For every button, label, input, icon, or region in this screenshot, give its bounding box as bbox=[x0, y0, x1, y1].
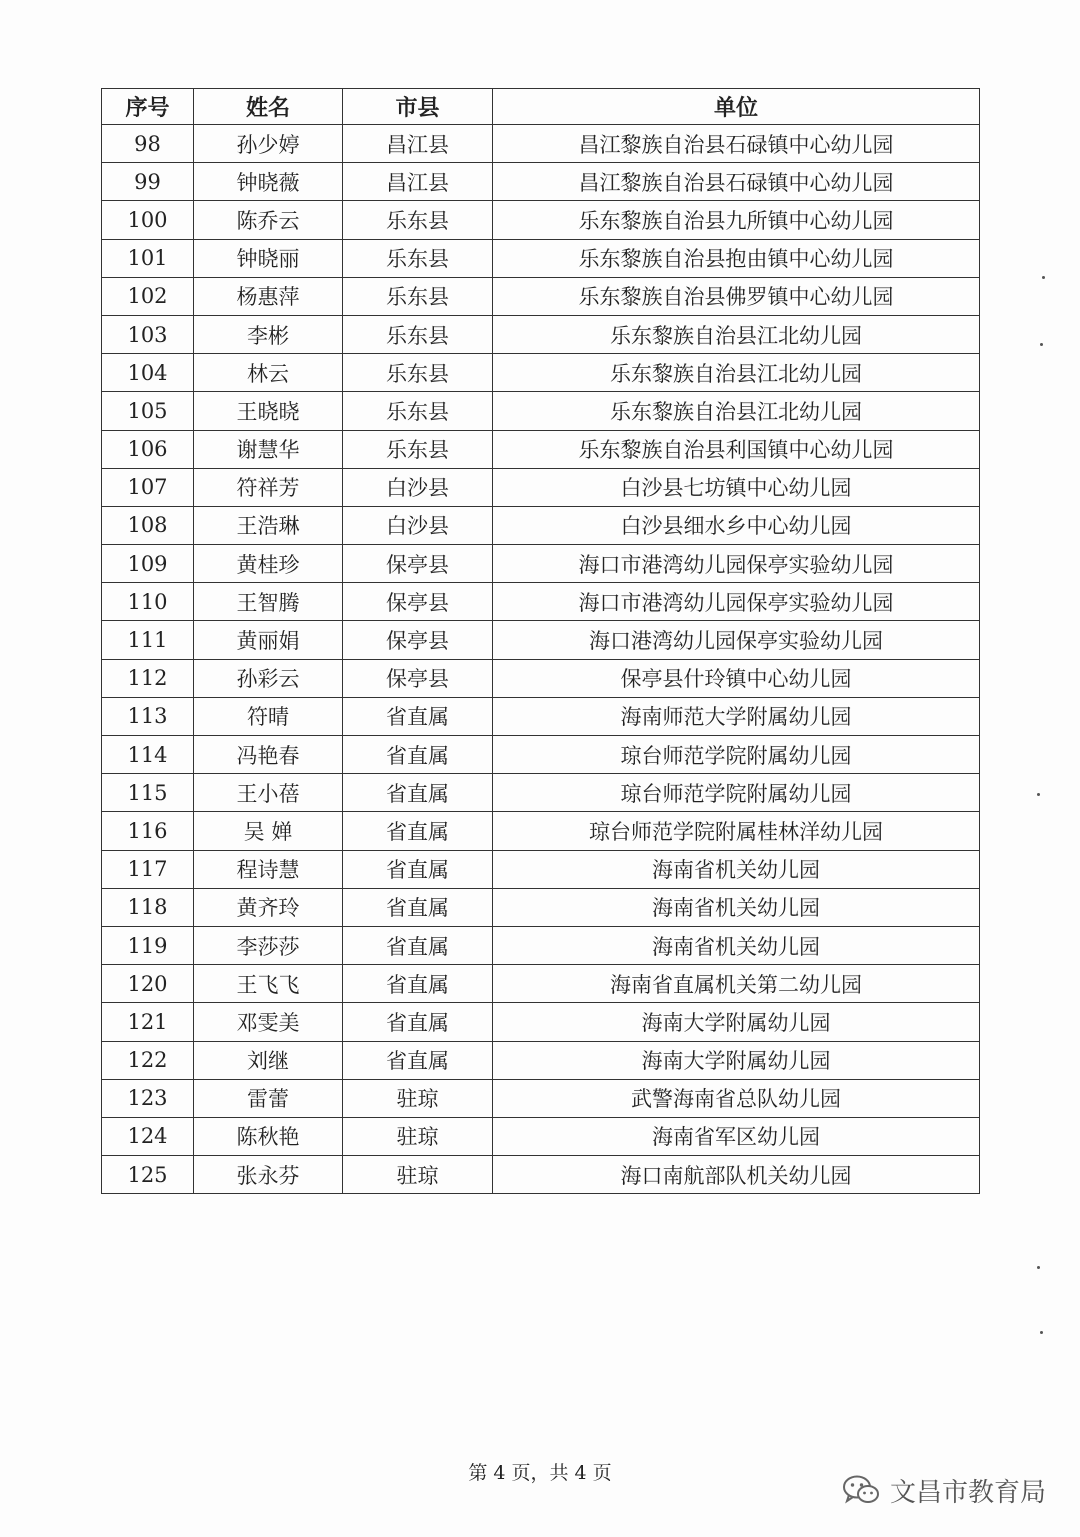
cell-name: 雷蕾 bbox=[194, 1079, 343, 1117]
cell-county: 保亭县 bbox=[343, 621, 493, 659]
cell-county: 白沙县 bbox=[343, 468, 493, 506]
cell-seq: 101 bbox=[102, 239, 194, 277]
cell-unit: 琼台师范学院附属幼儿园 bbox=[493, 774, 980, 812]
cell-name: 王智腾 bbox=[194, 583, 343, 621]
cell-county: 驻琼 bbox=[343, 1156, 493, 1194]
header-unit: 单位 bbox=[493, 89, 980, 125]
table-row bbox=[102, 315, 980, 353]
table-row bbox=[102, 506, 980, 544]
cell-unit: 海南大学附属幼儿园 bbox=[493, 1041, 980, 1079]
table-body bbox=[102, 125, 980, 1194]
cell-unit: 海口市港湾幼儿园保亭实验幼儿园 bbox=[493, 545, 980, 583]
cell-unit: 海南省机关幼儿园 bbox=[493, 888, 980, 926]
table-row bbox=[102, 888, 980, 926]
wechat-icon bbox=[842, 1474, 880, 1506]
cell-seq: 113 bbox=[102, 697, 194, 735]
table-row bbox=[102, 125, 980, 163]
cell-seq: 117 bbox=[102, 850, 194, 888]
cell-county: 乐东县 bbox=[343, 277, 493, 315]
cell-unit: 海南省军区幼儿园 bbox=[493, 1117, 980, 1155]
cell-seq: 124 bbox=[102, 1117, 194, 1155]
cell-name: 李莎莎 bbox=[194, 926, 343, 964]
cell-name: 孙少婷 bbox=[194, 125, 343, 163]
cell-county: 驻琼 bbox=[343, 1079, 493, 1117]
cell-unit: 昌江黎族自治县石碌镇中心幼儿园 bbox=[493, 125, 980, 163]
cell-name: 王浩琳 bbox=[194, 506, 343, 544]
cell-seq: 115 bbox=[102, 774, 194, 812]
table-row bbox=[102, 774, 980, 812]
watermark-text: 文昌市教育局 bbox=[890, 1477, 1047, 1508]
cell-county: 省直属 bbox=[343, 774, 493, 812]
cell-county: 省直属 bbox=[343, 697, 493, 735]
cell-seq: 102 bbox=[102, 277, 194, 315]
table-row bbox=[102, 965, 980, 1003]
cell-unit: 海口市港湾幼儿园保亭实验幼儿园 bbox=[493, 583, 980, 621]
cell-name: 谢慧华 bbox=[194, 430, 343, 468]
cell-unit: 乐东黎族自治县佛罗镇中心幼儿园 bbox=[493, 277, 980, 315]
cell-name: 林云 bbox=[194, 354, 343, 392]
table-row bbox=[102, 812, 980, 850]
table-row bbox=[102, 850, 980, 888]
cell-unit: 乐东黎族自治县江北幼儿园 bbox=[493, 315, 980, 353]
cell-unit: 琼台师范学院附属幼儿园 bbox=[493, 736, 980, 774]
table-row bbox=[102, 697, 980, 735]
cell-unit: 海南大学附属幼儿园 bbox=[493, 1003, 980, 1041]
cell-county: 省直属 bbox=[343, 1041, 493, 1079]
table-row bbox=[102, 392, 980, 430]
cell-unit: 海南师范大学附属幼儿园 bbox=[493, 697, 980, 735]
cell-name: 王小蓓 bbox=[194, 774, 343, 812]
cell-county: 昌江县 bbox=[343, 163, 493, 201]
cell-seq: 98 bbox=[102, 125, 194, 163]
cell-county: 省直属 bbox=[343, 850, 493, 888]
scan-speck bbox=[1037, 1266, 1040, 1269]
cell-seq: 108 bbox=[102, 506, 194, 544]
cell-unit: 海南省机关幼儿园 bbox=[493, 926, 980, 964]
cell-name: 陈秋艳 bbox=[194, 1117, 343, 1155]
table-row bbox=[102, 468, 980, 506]
cell-seq: 110 bbox=[102, 583, 194, 621]
table-row bbox=[102, 1003, 980, 1041]
table-row bbox=[102, 1079, 980, 1117]
cell-unit: 乐东黎族自治县利国镇中心幼儿园 bbox=[493, 430, 980, 468]
cell-county: 保亭县 bbox=[343, 659, 493, 697]
cell-name: 陈乔云 bbox=[194, 201, 343, 239]
table-row bbox=[102, 430, 980, 468]
scan-speck bbox=[1040, 1331, 1043, 1334]
cell-name: 程诗慧 bbox=[194, 850, 343, 888]
cell-name: 符祥芳 bbox=[194, 468, 343, 506]
cell-unit: 乐东黎族自治县江北幼儿园 bbox=[493, 392, 980, 430]
cell-county: 省直属 bbox=[343, 736, 493, 774]
table-row bbox=[102, 621, 980, 659]
cell-name: 孙彩云 bbox=[194, 659, 343, 697]
cell-seq: 106 bbox=[102, 430, 194, 468]
cell-name: 黄桂珍 bbox=[194, 545, 343, 583]
cell-seq: 120 bbox=[102, 965, 194, 1003]
cell-unit: 海南省机关幼儿园 bbox=[493, 850, 980, 888]
cell-name: 黄丽娟 bbox=[194, 621, 343, 659]
cell-seq: 109 bbox=[102, 545, 194, 583]
table-row bbox=[102, 1156, 980, 1194]
cell-seq: 112 bbox=[102, 659, 194, 697]
cell-county: 省直属 bbox=[343, 888, 493, 926]
table-row bbox=[102, 583, 980, 621]
cell-unit: 武警海南省总队幼儿园 bbox=[493, 1079, 980, 1117]
scan-speck bbox=[1037, 793, 1040, 796]
header-name: 姓名 bbox=[194, 89, 343, 125]
cell-county: 乐东县 bbox=[343, 430, 493, 468]
cell-seq: 107 bbox=[102, 468, 194, 506]
cell-seq: 100 bbox=[102, 201, 194, 239]
cell-name: 刘继 bbox=[194, 1041, 343, 1079]
table-row bbox=[102, 926, 980, 964]
page-number: 第 4 页，共 4 页 bbox=[468, 1462, 612, 1484]
cell-county: 乐东县 bbox=[343, 239, 493, 277]
scan-speck bbox=[1042, 276, 1045, 279]
cell-seq: 116 bbox=[102, 812, 194, 850]
cell-seq: 122 bbox=[102, 1041, 194, 1079]
cell-county: 乐东县 bbox=[343, 392, 493, 430]
cell-unit: 乐东黎族自治县抱由镇中心幼儿园 bbox=[493, 239, 980, 277]
cell-county: 省直属 bbox=[343, 812, 493, 850]
table-header-row bbox=[102, 89, 980, 125]
cell-unit: 乐东黎族自治县九所镇中心幼儿园 bbox=[493, 201, 980, 239]
cell-county: 保亭县 bbox=[343, 545, 493, 583]
table-row bbox=[102, 163, 980, 201]
cell-name: 钟晓薇 bbox=[194, 163, 343, 201]
account-watermark bbox=[842, 1470, 1046, 1510]
table-row bbox=[102, 736, 980, 774]
table-row bbox=[102, 277, 980, 315]
cell-seq: 103 bbox=[102, 315, 194, 353]
cell-seq: 123 bbox=[102, 1079, 194, 1117]
cell-unit: 海南省直属机关第二幼儿园 bbox=[493, 965, 980, 1003]
table-row bbox=[102, 659, 980, 697]
cell-seq: 125 bbox=[102, 1156, 194, 1194]
cell-name: 张永芬 bbox=[194, 1156, 343, 1194]
cell-unit: 白沙县七坊镇中心幼儿园 bbox=[493, 468, 980, 506]
cell-seq: 118 bbox=[102, 888, 194, 926]
cell-name: 王晓晓 bbox=[194, 392, 343, 430]
cell-county: 白沙县 bbox=[343, 506, 493, 544]
scan-speck bbox=[1040, 343, 1043, 346]
cell-county: 省直属 bbox=[343, 926, 493, 964]
cell-county: 乐东县 bbox=[343, 354, 493, 392]
cell-name: 冯艳春 bbox=[194, 736, 343, 774]
table-row bbox=[102, 354, 980, 392]
header-seq: 序号 bbox=[102, 89, 194, 125]
cell-unit: 昌江黎族自治县石碌镇中心幼儿园 bbox=[493, 163, 980, 201]
cell-seq: 114 bbox=[102, 736, 194, 774]
cell-unit: 保亭县什玲镇中心幼儿园 bbox=[493, 659, 980, 697]
table-row bbox=[102, 1041, 980, 1079]
header-county: 市县 bbox=[343, 89, 493, 125]
cell-county: 乐东县 bbox=[343, 201, 493, 239]
cell-seq: 121 bbox=[102, 1003, 194, 1041]
cell-seq: 105 bbox=[102, 392, 194, 430]
table-row bbox=[102, 1117, 980, 1155]
cell-seq: 119 bbox=[102, 926, 194, 964]
cell-county: 省直属 bbox=[343, 1003, 493, 1041]
cell-unit: 白沙县细水乡中心幼儿园 bbox=[493, 506, 980, 544]
cell-county: 乐东县 bbox=[343, 315, 493, 353]
cell-unit: 乐东黎族自治县江北幼儿园 bbox=[493, 354, 980, 392]
cell-county: 省直属 bbox=[343, 965, 493, 1003]
cell-name: 黄齐玲 bbox=[194, 888, 343, 926]
cell-county: 保亭县 bbox=[343, 583, 493, 621]
cell-county: 驻琼 bbox=[343, 1117, 493, 1155]
table-row bbox=[102, 201, 980, 239]
cell-name: 王飞飞 bbox=[194, 965, 343, 1003]
roster-table bbox=[101, 88, 980, 1194]
cell-name: 杨惠萍 bbox=[194, 277, 343, 315]
cell-unit: 海口南航部队机关幼儿园 bbox=[493, 1156, 980, 1194]
cell-name: 符晴 bbox=[194, 697, 343, 735]
cell-name: 钟晓丽 bbox=[194, 239, 343, 277]
cell-unit: 海口港湾幼儿园保亭实验幼儿园 bbox=[493, 621, 980, 659]
cell-unit: 琼台师范学院附属桂林洋幼儿园 bbox=[493, 812, 980, 850]
table-row bbox=[102, 239, 980, 277]
cell-seq: 104 bbox=[102, 354, 194, 392]
table-row bbox=[102, 545, 980, 583]
cell-name: 吴 婵 bbox=[194, 812, 343, 850]
cell-name: 李彬 bbox=[194, 315, 343, 353]
cell-seq: 99 bbox=[102, 163, 194, 201]
cell-seq: 111 bbox=[102, 621, 194, 659]
cell-name: 邓雯美 bbox=[194, 1003, 343, 1041]
cell-county: 昌江县 bbox=[343, 125, 493, 163]
